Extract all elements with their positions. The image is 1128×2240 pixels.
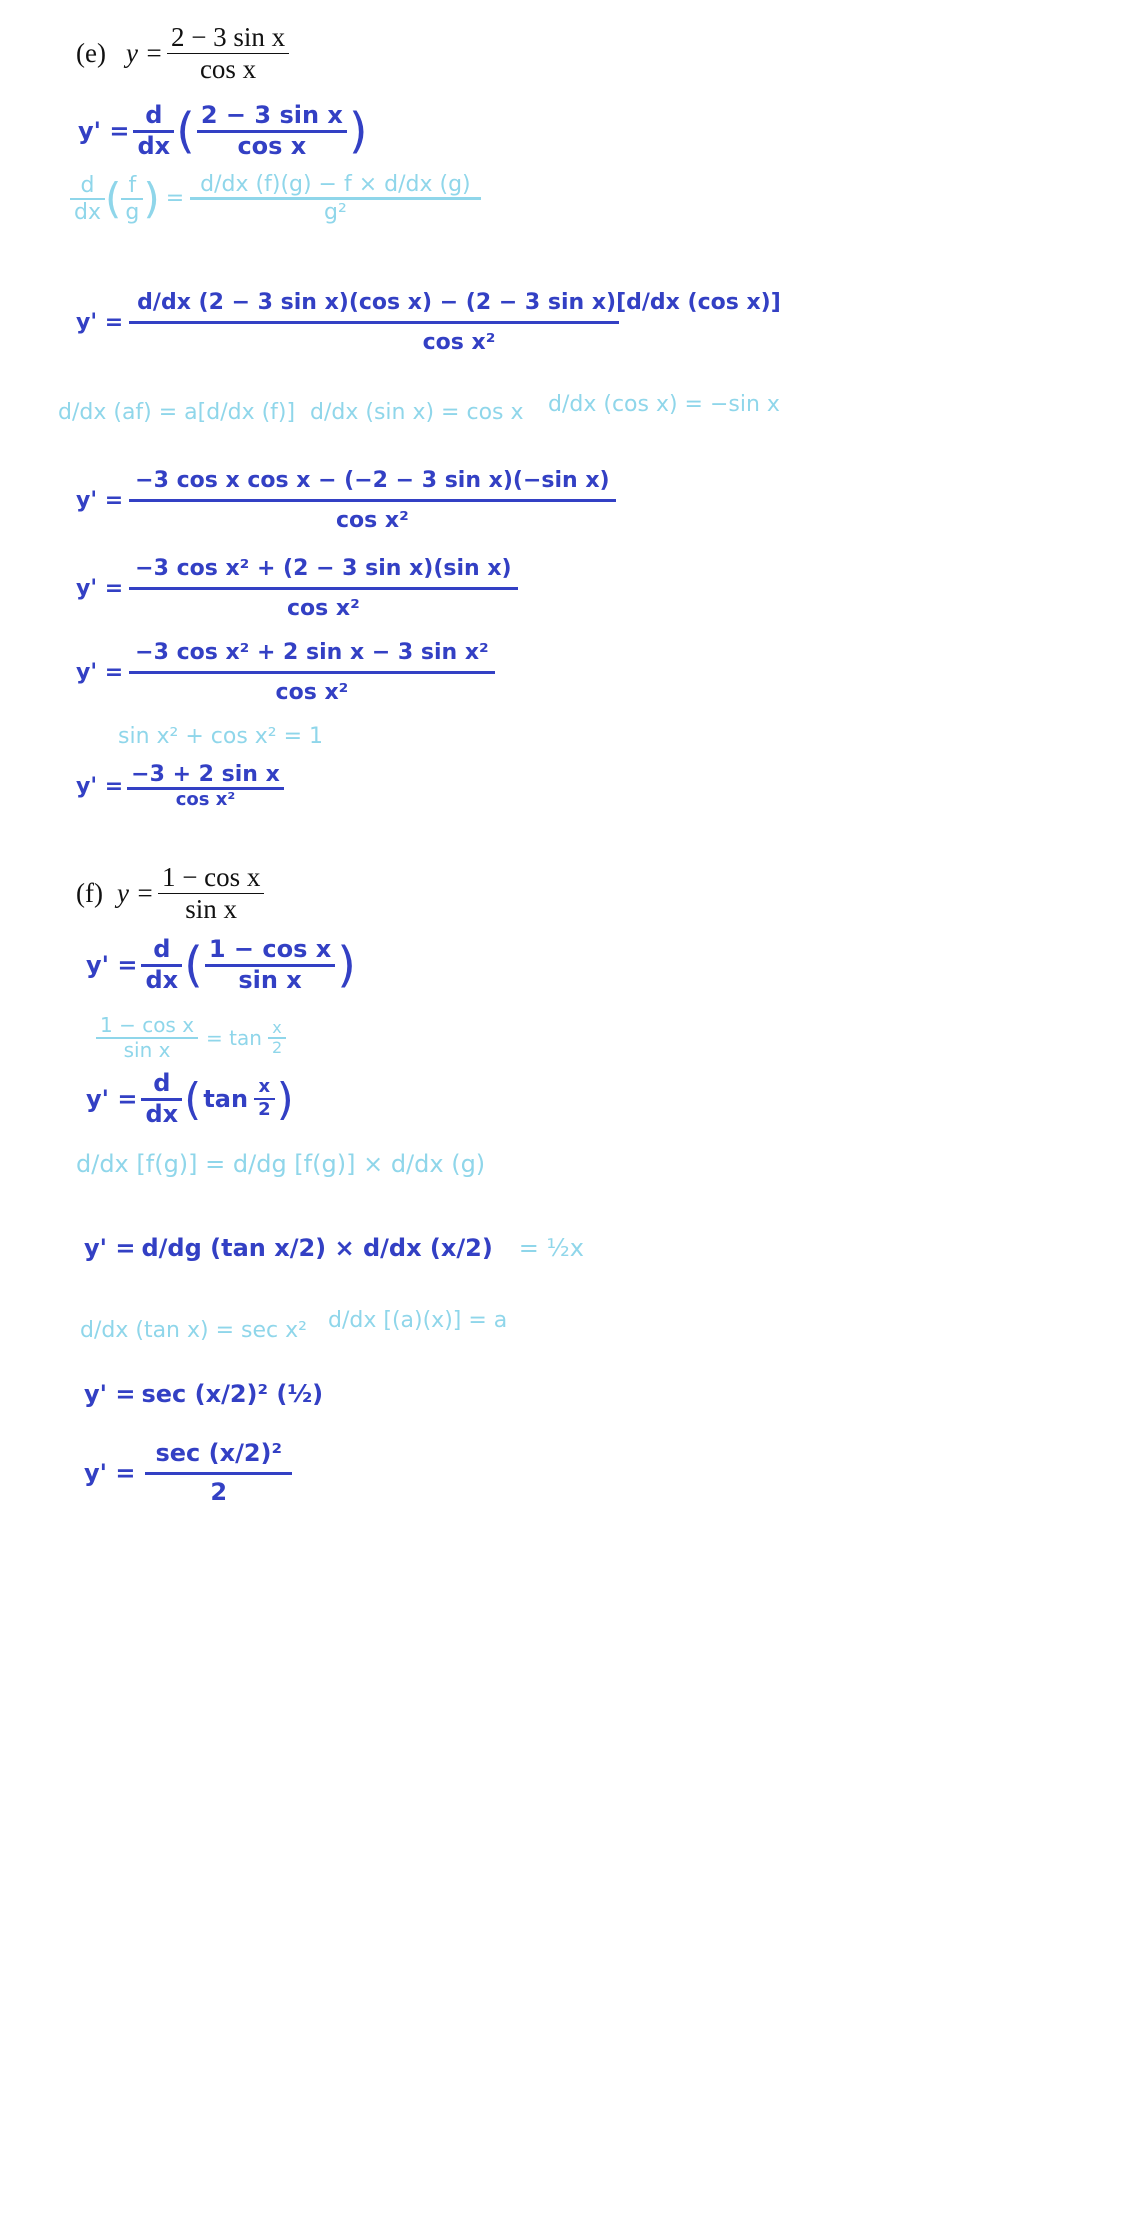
f-step-3-side-note: = ½x xyxy=(518,1234,584,1262)
e-step-2: y' = $\frac{\text{d/dx (2 − 3 sin x)(cos x) − (2 − 3 sin x)[d/dx (cos x)]}}{\text{cos x²}}$ xyxy=(76,290,789,356)
rule-cos-derivative: d/dx (cos x) = −sin x xyxy=(548,392,780,417)
problem-e-label: (e) xyxy=(76,38,106,69)
f-step-1: y' = $\frac{d}{dx}$ ( $\frac{\text{1 − cos x}}{\text{sin x}}$ ) xyxy=(86,935,356,994)
problem-f-fraction xyxy=(158,862,264,925)
quotient-rule-fraction: $\frac{d/dx (f)(g) - f \times d/dx (g)}{\text{g²}}$ xyxy=(190,172,480,226)
problem-e-fraction xyxy=(167,22,289,85)
pythagorean-identity: sin x² + cos x² = 1 xyxy=(118,724,324,749)
problem-e-numerator: 2 − 3 sin x xyxy=(170,22,286,52)
problem-e-denominator: cos x xyxy=(199,54,257,85)
rule-linear-derivative: d/dx [(a)(x)] = a xyxy=(328,1308,508,1333)
f-step-4: y' = sec (x/2)² (½) xyxy=(84,1380,324,1408)
quotient-rule-note: $\frac{d}{dx}$ ( $\frac{f}{g}$ ) = $\frac{d/dx (f)(g) - f \times d/dx (g)}{\text{g²}}$ xyxy=(70,172,481,226)
problem-e-lhs: y = xyxy=(125,38,163,69)
e-step-5: y' = $\frac{\text{−3 cos x² + 2 sin x − 3 sin x²}}{\text{cos x²}}$ xyxy=(76,640,495,706)
problem-f-denominator: sin x xyxy=(185,894,238,925)
f-final-answer: y' = $\frac{\text{sec (x/2)²}}{2}$ xyxy=(84,1440,292,1506)
rule-constant-multiple: d/dx (af) = a[d/dx (f)] xyxy=(58,400,296,425)
e-step-3: y' = $\frac{\text{−3 cos x cos x − (−2 − 3 sin x)(−sin x)}}{\text{cos x²}}$ xyxy=(76,468,616,534)
problem-f-lhs: y = xyxy=(116,878,154,909)
e-step-4: y' = $\frac{\text{−3 cos x² + (2 − 3 sin x)(sin x)}}{\text{cos x²}}$ xyxy=(76,556,518,622)
chain-rule-note: d/dx [f(g)] = d/dg [f(g)] × d/dx (g) xyxy=(76,1150,486,1178)
half-angle-identity: $\frac{\text{1 − cos x}}{\text{sin x}}$ = tan $\frac{x}{2}$ xyxy=(96,1014,286,1062)
e-step-1-fraction: $\frac{\text{2 − 3 sin x}}{\text{cos x}}$ xyxy=(197,102,347,160)
e-step-1-lhs: y' = xyxy=(78,117,130,146)
e-step-1-operator: $\frac{d}{dx}$ xyxy=(133,102,174,160)
problem-f-numerator: 1 − cos x xyxy=(161,862,261,892)
rule-sin-derivative: d/dx (sin x) = cos x xyxy=(310,400,524,425)
problem-f-label: (f) xyxy=(76,878,103,909)
e-step-1: y' = $\frac{d}{dx}$ ( $\frac{\text{2 − 3 sin x}}{\text{cos x}}$ ) xyxy=(78,101,368,160)
e-final-answer: y' = $\frac{\text{−3 + 2 sin x}}{\text{cos x²}}$ xyxy=(76,762,284,811)
f-step-2: y' = $\frac{d}{dx}$ ( tan $\frac{x}{2}$ ) xyxy=(86,1069,294,1128)
problem-e xyxy=(76,22,289,85)
f-step-3: y' = d/dg (tan x/2) × d/dx (x/2) = ½x xyxy=(84,1234,584,1262)
rule-tan-derivative: d/dx (tan x) = sec x² xyxy=(80,1318,307,1343)
e-step-2-fraction: $\frac{\text{d/dx (2 − 3 sin x)(cos x) − (2 − 3 sin x)[d/dx (cos x)]}}{\text{cos x²}}$ xyxy=(129,290,789,356)
problem-f xyxy=(76,862,264,925)
